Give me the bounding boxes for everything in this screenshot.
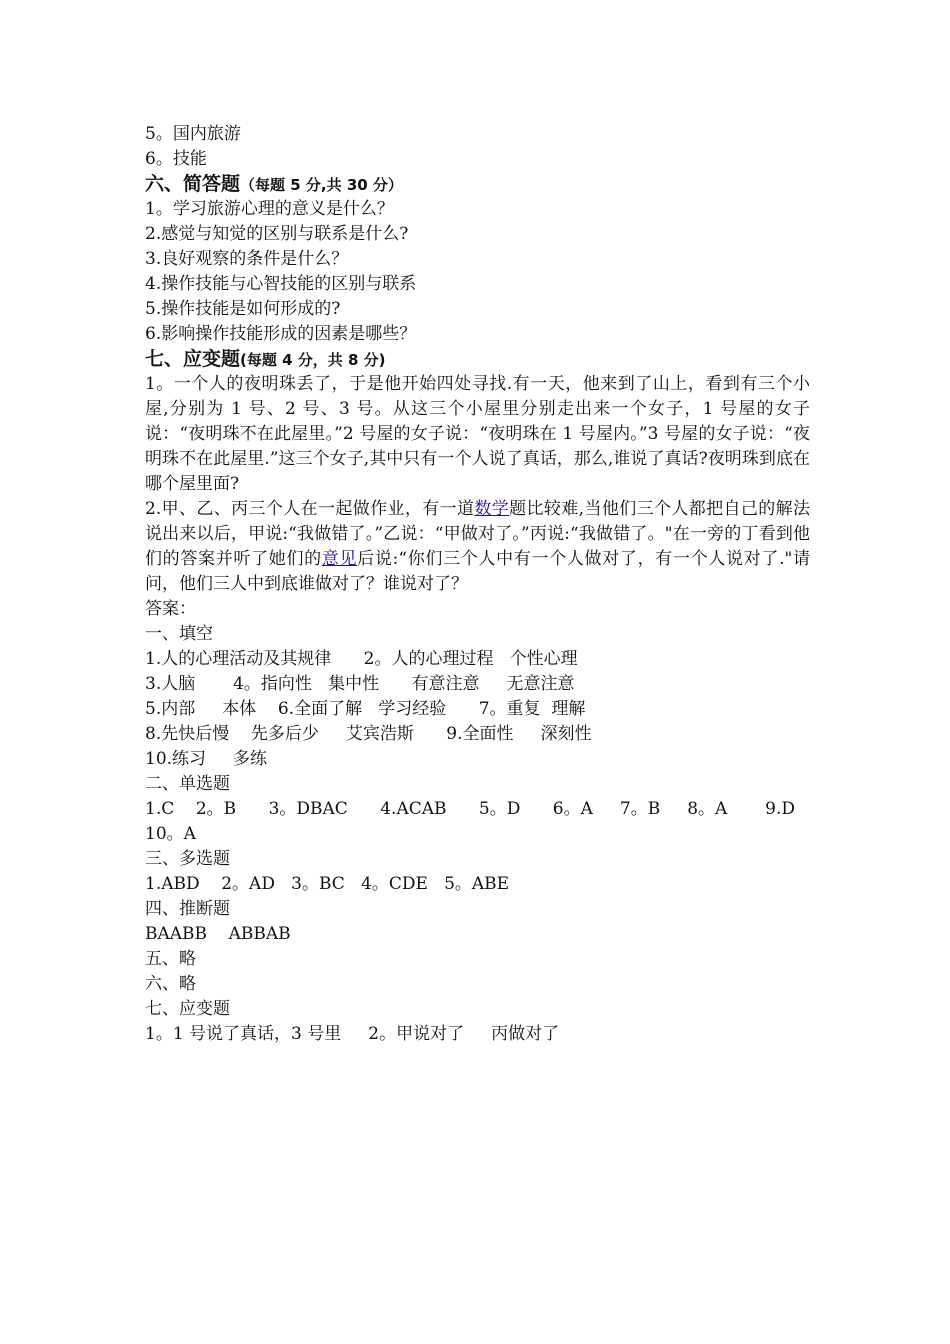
answer-line: 5.内部 本体 6.全面了解 学习经验 7。重复 理解 bbox=[145, 699, 586, 719]
question: 6.影响操作技能形成的因素是哪些？ bbox=[145, 324, 417, 344]
answer-line: 1。1 号说了真话，3 号里 2。甲说对了 丙做对了 bbox=[145, 1024, 560, 1044]
answer-line: 1.ABD 2。AD 3。BC 4。CDE 5。ABE bbox=[145, 874, 510, 894]
answer-line: 1.C 2。B 3。DBAC 4.ACAB 5。D 6。A 7。B 8。A 9.D bbox=[145, 799, 795, 819]
section-heading-short-answer bbox=[145, 172, 810, 197]
math-link[interactable]: 数学 bbox=[474, 499, 510, 519]
answer-line: 10.练习 多练 bbox=[145, 749, 268, 769]
question-text: 后说:“你们三个人中有一个人做对了，有一个人说对了."请问，他们三人中到底谁做对了？谁说对了？ bbox=[145, 549, 811, 594]
section-title: 七、应变题 bbox=[145, 348, 241, 370]
answer-line: BAABB ABBAB bbox=[145, 924, 291, 944]
answer-line: 10。A bbox=[145, 824, 196, 844]
answers-title: 答案： bbox=[145, 599, 196, 619]
document-page bbox=[145, 122, 810, 1047]
question: 4.操作技能与心智技能的区别与联系 bbox=[145, 274, 417, 294]
section-note: (每题 4 分，共 8 分) bbox=[240, 351, 386, 369]
answer-line: 五、略 bbox=[145, 949, 196, 969]
question: 3.良好观察的条件是什么？ bbox=[145, 249, 349, 269]
question: 1。学习旅游心理的意义是什么？ bbox=[145, 199, 394, 219]
answer-line: 8.先快后慢 先多后少 艾宾浩斯 9.全面性 深刻性 bbox=[145, 724, 592, 744]
opinion-link[interactable]: 意见 bbox=[321, 549, 358, 569]
answer-line: 3.人脑 4。指向性 集中性 有意注意 无意注意 bbox=[145, 674, 575, 694]
section-heading-riddles bbox=[145, 347, 810, 372]
answer-line: 七、应变题 bbox=[145, 999, 230, 1019]
answer-line: 三、多选题 bbox=[145, 849, 230, 869]
answer-line: 一、填空 bbox=[145, 624, 213, 644]
section-note: （每题 5 分,共 30 分） bbox=[240, 176, 403, 194]
question-text: 题比较难,当他们三个人都把自己的解法说出来以后，甲说:“我做错了。”乙说：“甲做对了。”丙说:“我做错了。"在一旁的丁看到他们的答案并听了她们的 bbox=[145, 499, 810, 569]
riddle-question-1: 1。一个人的夜明珠丢了，于是他开始四处寻找.有一天，他来到了山上，看到有三个小屋,分别为 1 号、2 号、3 号。从这三个小屋里分别走出来一个女子，1 号屋的女子说：“夜明珠不在此屋里。”2 号屋的女子说：“夜明珠在 1 号屋内。”3 号屋的女子说：“夜明珠不在此屋里.”这三个女子,其中只有一个人说了真话，那么,谁说了真话?夜明珠到底在哪个屋里面? bbox=[145, 374, 810, 494]
answer-line: 四、推断题 bbox=[145, 899, 230, 919]
question: 5.操作技能是如何形成的? bbox=[145, 299, 341, 319]
riddle-question-2 bbox=[145, 497, 810, 597]
section-title: 六、简答题 bbox=[145, 173, 241, 195]
list-item: 5。国内旅游 bbox=[145, 124, 241, 144]
answer-line: 六、略 bbox=[145, 974, 196, 994]
answer-line: 1.人的心理活动及其规律 2。人的心理过程 个性心理 bbox=[145, 649, 578, 669]
list-item: 6。技能 bbox=[145, 149, 207, 169]
answer-line: 二、单选题 bbox=[145, 774, 230, 794]
question: 2.感觉与知觉的区别与联系是什么? bbox=[145, 224, 409, 244]
question-text: 2.甲、乙、丙三个人在一起做作业，有一道 bbox=[145, 499, 475, 519]
